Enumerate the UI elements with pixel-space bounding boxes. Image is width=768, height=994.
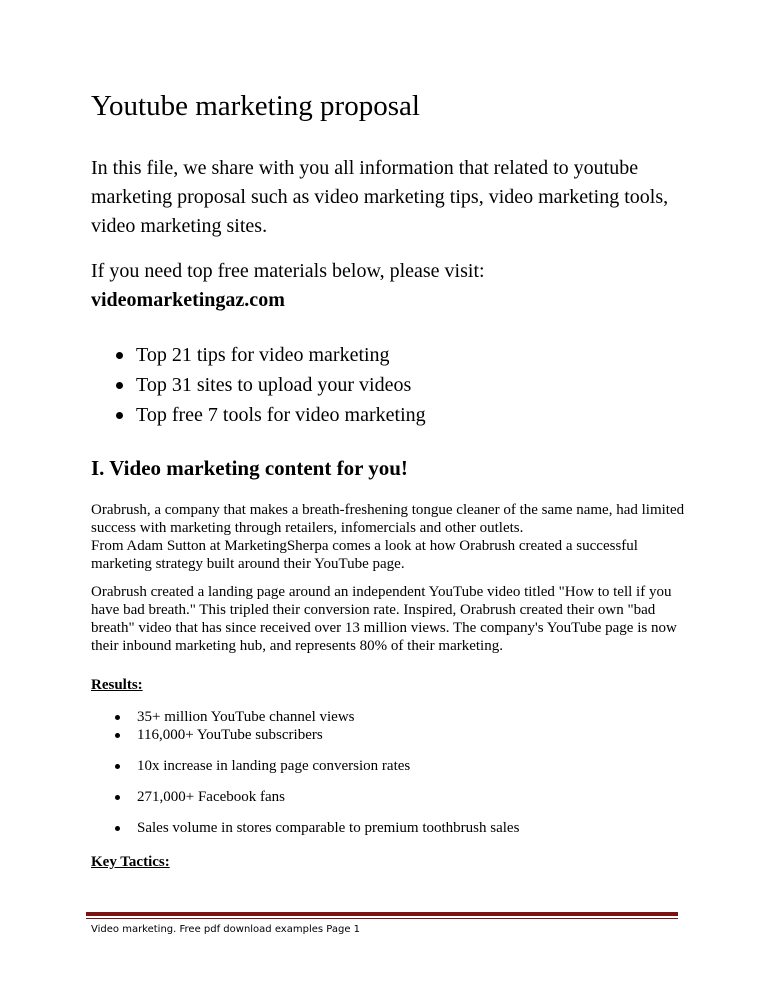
paragraph-line: Orabrush, a company that makes a breath-freshening tongue cleaner of the same name, had limited success with marketing through retailers, infomercials and other outlets. bbox=[91, 502, 685, 536]
intro-paragraph: In this file, we share with you all information that related to youtube marketing proposal such as video marketing tips, video marketing tools, video marketing sites. bbox=[91, 157, 669, 237]
paragraph-line: From Adam Sutton at MarketingSherpa comes a look at how Orabrush created a successful marketing strategy built around their YouTube page. bbox=[91, 538, 638, 572]
list-item: 10x increase in landing page conversion rates bbox=[91, 757, 519, 775]
list-item: Top 31 sites to upload your videos bbox=[91, 370, 426, 400]
list-item: Top 21 tips for video marketing bbox=[91, 340, 426, 370]
paragraph-orabrush bbox=[91, 501, 691, 573]
list-item: Top free 7 tools for video marketing bbox=[91, 400, 426, 430]
list-item: 35+ million YouTube channel views bbox=[91, 708, 519, 726]
document-title: Youtube marketing proposal bbox=[91, 90, 420, 122]
results-list bbox=[91, 708, 519, 837]
key-tactics-label: Key Tactics: bbox=[91, 854, 170, 870]
footer-rule-thin bbox=[86, 918, 678, 919]
site-link[interactable]: videomarketingaz.com bbox=[91, 289, 285, 311]
list-item: 271,000+ Facebook fans bbox=[91, 788, 519, 806]
paragraph-landing-page: Orabrush created a landing page around an independent YouTube video titled "How to tell if you have bad breath." This tripled their conversion rate. Inspired, Orabrush created their own "bad breath" video that has since received over 13 million views. The company's YouTube page is now their inbound marketing hub, and represents 80% of their marketing. bbox=[91, 584, 677, 654]
footer-rule bbox=[86, 912, 678, 916]
list-item: 116,000+ YouTube subscribers bbox=[91, 726, 519, 744]
visit-text: If you need top free materials below, please visit: bbox=[91, 260, 485, 282]
materials-list bbox=[91, 340, 426, 430]
visit-paragraph bbox=[91, 257, 691, 315]
section-heading: I. Video marketing content for you! bbox=[91, 456, 408, 480]
results-label: Results: bbox=[91, 677, 143, 693]
list-item: Sales volume in stores comparable to premium toothbrush sales bbox=[91, 819, 519, 837]
page-footer: Video marketing. Free pdf download examples Page 1 bbox=[91, 924, 361, 935]
